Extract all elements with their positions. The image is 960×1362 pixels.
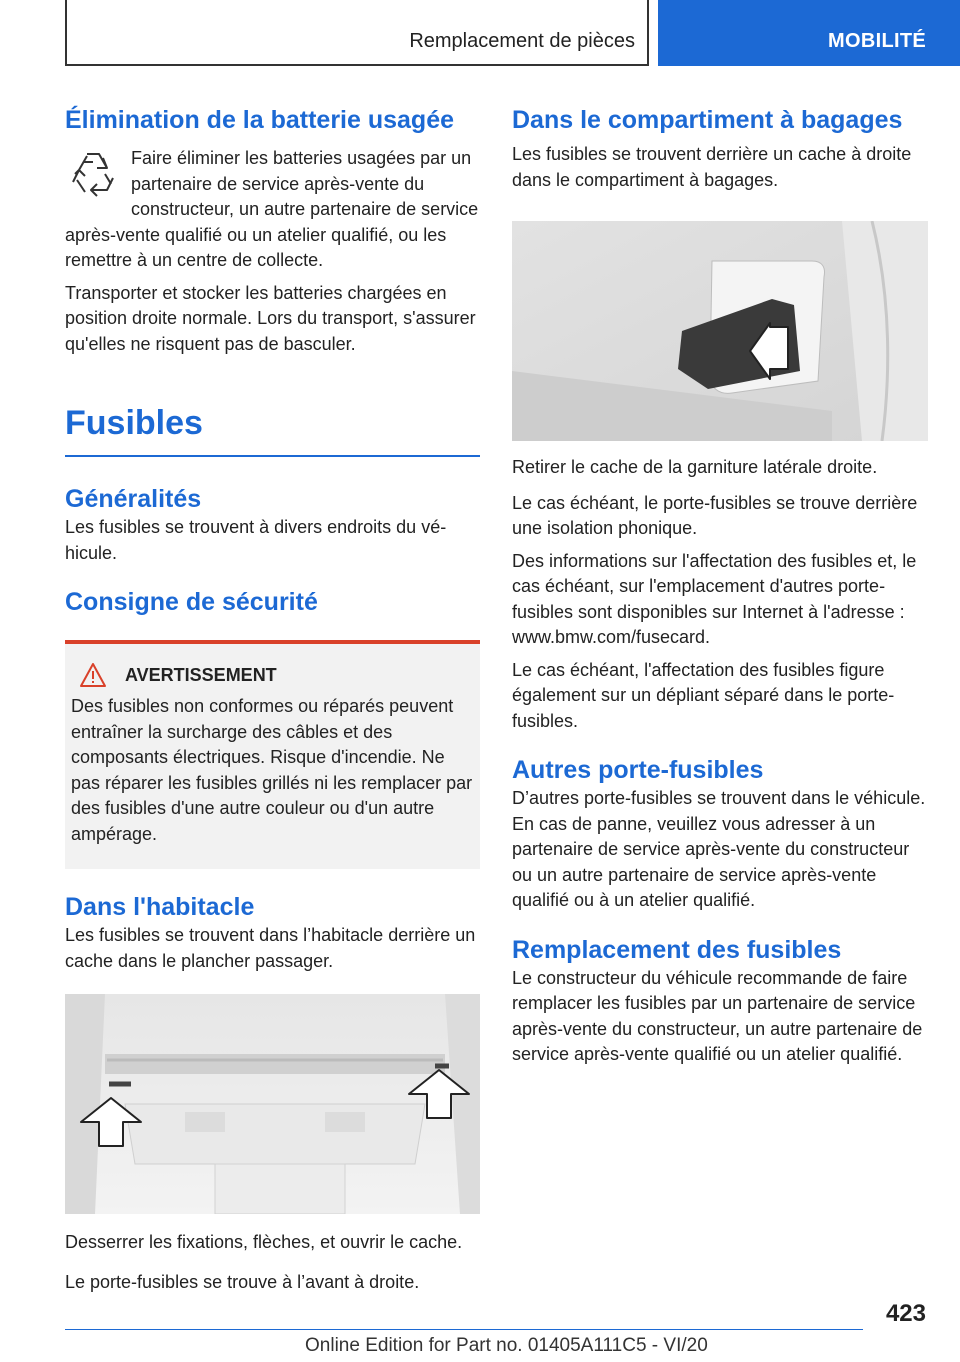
warning-header [71,662,474,688]
chapter-tab-label: MOBILITÉ [828,30,926,52]
cabin-text: Les fusibles se trouvent dans l’habitacle derrière un cache dans le plancher passager. [65,925,476,971]
disposal-paragraph-2: Transporter et stocker les batteries chargées en position droite normale. Lors du transport, s'assurer qu'elles ne risquent pas de basculer. [65,282,476,354]
recycle-icon [65,148,121,204]
trunk-photo [512,221,928,441]
disposal-section [65,146,480,357]
trunk-paragraph-4: Le cas échéant, l'affectation des fusibles figure également sur un dépliant séparé dans le porte-fusibles. [512,659,895,731]
header-rule-bottom [65,64,649,66]
trunk-heading: Dans le compartiment à bagages [512,106,903,134]
disposal-paragraph-1: Faire éliminer les batteries usagées par un partenaire de service après-vente du constructeur, un autre partenaire de service après-vente qualifié ou un atelier qualifié, ou les remettre à un centre de collecte. [65,148,479,270]
warning-text: Des fusibles non conformes ou réparés peuvent entraîner la surcharge des câbles et des composants électriques. Risque d'incendie. Ne pas réparer les fusibles grillés ni les remplacer par des fusibles d'une autre couleur ou d'un autre ampérage. [71,696,473,844]
warning-box [65,640,480,869]
cabin-photo-caption: Desserrer les fixations, flèches, et ouvrir le cache. [65,1232,463,1252]
header-rule-right [647,0,649,66]
section-title: Remplacement de pièces [409,30,635,52]
footer-edition: Online Edition for Part no. 01405A111C5 - VI/20 [305,1335,708,1356]
left-column [65,104,480,1302]
trunk-paragraph-3: Des informations sur l'affectation des fusibles et, le cas échéant, sur l'emplacement d'autres porte-fusibles sont disponibles sur Internet à l'adresse : www.bmw.com/fusecard. [512,550,917,647]
chapter-tab [658,0,960,66]
warning-title: AVERTISSEMENT [125,664,277,685]
replace-fuses-text: Le constructeur du véhicule recommande de faire remplacer les fusibles par un partenaire de service après-vente du constructeur, un autre partenaire de service après-vente qualifié ou un atelier qualifié. [512,967,923,1064]
cabin-heading: Dans l'habitacle [65,893,255,921]
general-text: Les fusibles se trouvent à divers endroits du véhicule. [65,517,447,563]
trunk-photo-caption: Retirer le cache de la garniture latérale droite. [512,457,878,477]
general-heading: Généralités [65,485,202,513]
replace-fuses-heading: Remplacement des fusibles [512,935,842,964]
fuses-heading: Fusibles [65,404,203,442]
cabin-text-2: Le porte-fusibles se trouve à l’avant à droite. [65,1271,420,1292]
page-header [0,0,960,66]
page-number: 423 [885,1300,926,1327]
other-fuse-holders-heading: Autres porte-fusibles [512,756,764,784]
warning-triangle-icon [79,662,107,688]
cabin-photo [65,994,480,1214]
safety-heading: Consigne de sécurité [65,588,318,616]
fuses-heading-rule [65,455,480,457]
trunk-paragraph-2: Le cas échéant, le porte-fusibles se trouve derrière une isolation phonique. [512,492,918,538]
other-fuse-holders-text: D’autres porte-fusibles se trouvent dans le véhicule. En cas de panne, veuillez vous adresser à un partenaire de service après-vente du constructeur ou un autre partenaire de service après-vente qualifié ou à un atelier qualifié. [512,788,926,910]
trunk-text: Les fusibles se trouvent derrière un cache à droite dans le compartiment à bagages. [512,144,912,190]
right-column [512,104,928,1075]
header-rule-left [65,0,67,66]
footer-rule [65,1329,863,1330]
disposal-heading: Élimination de la batterie usagée [65,106,455,134]
